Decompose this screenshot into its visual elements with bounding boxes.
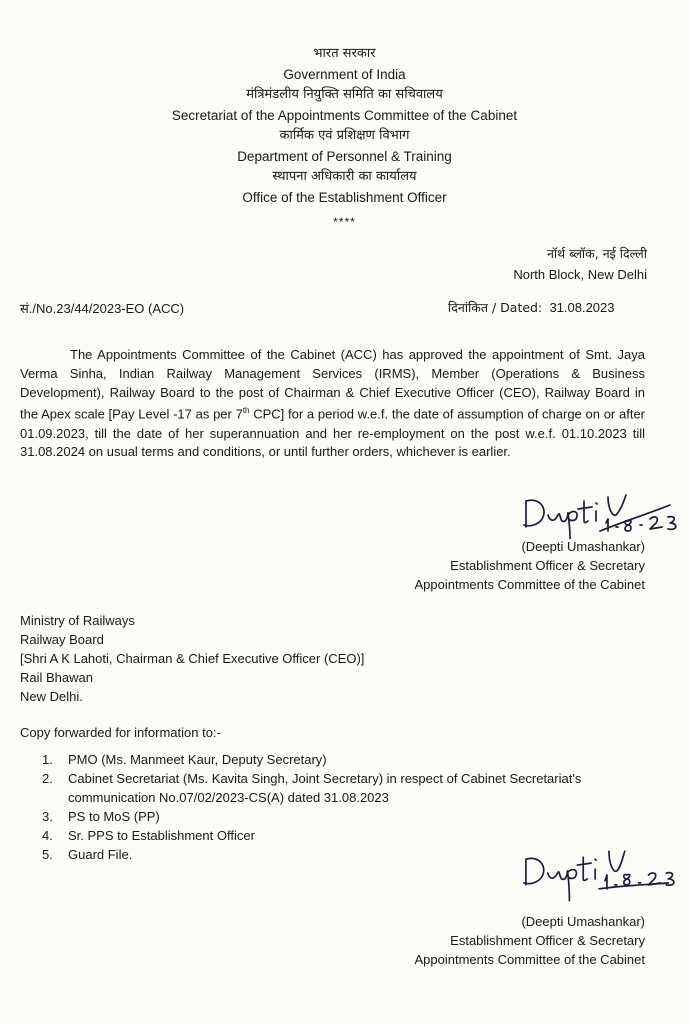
list-item-number: 1. [42,752,53,767]
signatory-designation: Establishment Officer & Secretary [450,558,645,573]
list-item [42,807,647,826]
place-block [513,243,647,285]
list-item-text: PS to MoS (PP) [68,809,160,824]
signatory-name: (Deepti Umashankar) [521,914,645,929]
addressee-building: Rail Bhawan [20,670,93,685]
signatory-block-2 [414,912,645,969]
list-item-number: 3. [42,809,53,824]
addressee-block [20,611,364,706]
reference-number: सं./No.23/44/2023-EO (ACC) [20,301,185,316]
place-hindi: नॉर्थ ब्लॉक, नई दिल्ली [546,246,647,261]
header-office: Office of the Establishment Officer [242,189,447,205]
signatory-designation: Establishment Officer & Secretary [450,933,645,948]
header-hindi-department: कार्मिक एवं प्रशिक्षण विभाग [279,128,410,143]
signatory-block-1 [414,537,645,594]
list-item-text: Cabinet Secretariat (Ms. Kavita Singh, Joint Secretary) in respect of Cabinet Secretariat's communication No.07/02/2023-CS(A) dated 31.08.2023 [68,771,582,805]
list-item-number: 4. [42,828,53,843]
list-item-number: 2. [42,771,53,786]
header-separator: **** [333,215,356,229]
place-english: North Block, New Delhi [513,267,647,282]
list-item [42,769,647,807]
dated-label: दिनांकित / Dated: [448,300,543,315]
list-item-text: PMO (Ms. Manmeet Kaur, Deputy Secretary) [68,752,327,767]
letterhead [0,44,689,233]
addressee-person: [Shri A K Lahoti, Chairman & Chief Executive Officer (CEO)] [20,651,365,666]
header-hindi-government: भारत सरकार [313,46,376,61]
list-item [42,750,647,769]
order-superscript: th [242,406,250,416]
addressee-ministry: Ministry of Railways [20,613,135,628]
copy-heading: Copy forwarded for information to:- [20,725,221,740]
addressee-board: Railway Board [20,632,104,647]
header-hindi-secretariat: मंत्रिमंडलीय नियुक्ति समिति का सचिवालय [246,87,443,102]
list-item [42,826,647,845]
list-item-text: Sr. PPS to Establishment Officer [68,828,255,843]
list-item-text: Guard File. [68,847,133,862]
signatory-committee: Appointments Committee of the Cabinet [414,952,645,967]
signatory-name: (Deepti Umashankar) [521,539,645,554]
header-secretariat: Secretariat of the Appointments Committee of the Cabinet [171,107,518,123]
order-text-part1: The Appointments Committee of the Cabinet (ACC) has approved the appointment of Smt. Jaya Verma Sinha, Indian Railway Management Services (IRMS), Member (Operations & Business Development), Railway Board to the post of Chairman & Chief Executive Officer (CEO), Railway Board in the Apex scale [Pay Level -17 as per 7 [20,347,645,422]
reference-date [448,299,615,316]
dated-value: 31.08.2023 [549,300,615,315]
signature-image-2 [520,845,688,903]
list-item-number: 5. [42,847,53,862]
signature-image-1 [520,487,689,539]
header-department: Department of Personnel & Training [237,148,452,164]
header-hindi-office: स्थापना अधिकारी का कार्यालय [272,169,417,184]
header-government: Government of India [283,66,406,82]
order-text-part2: CPC] for a period w.e.f. the date of assumption of charge on or after 01.09.2023, till the date of her superannuation and her re-employment on the post w.e.f. 01.10.2023 till 31.08.2024 on usual terms and conditions, or until further orders, whichever is earlier. [20,406,646,460]
order-paragraph [20,346,645,462]
signatory-committee: Appointments Committee of the Cabinet [414,577,645,592]
addressee-city: New Delhi. [20,689,83,704]
